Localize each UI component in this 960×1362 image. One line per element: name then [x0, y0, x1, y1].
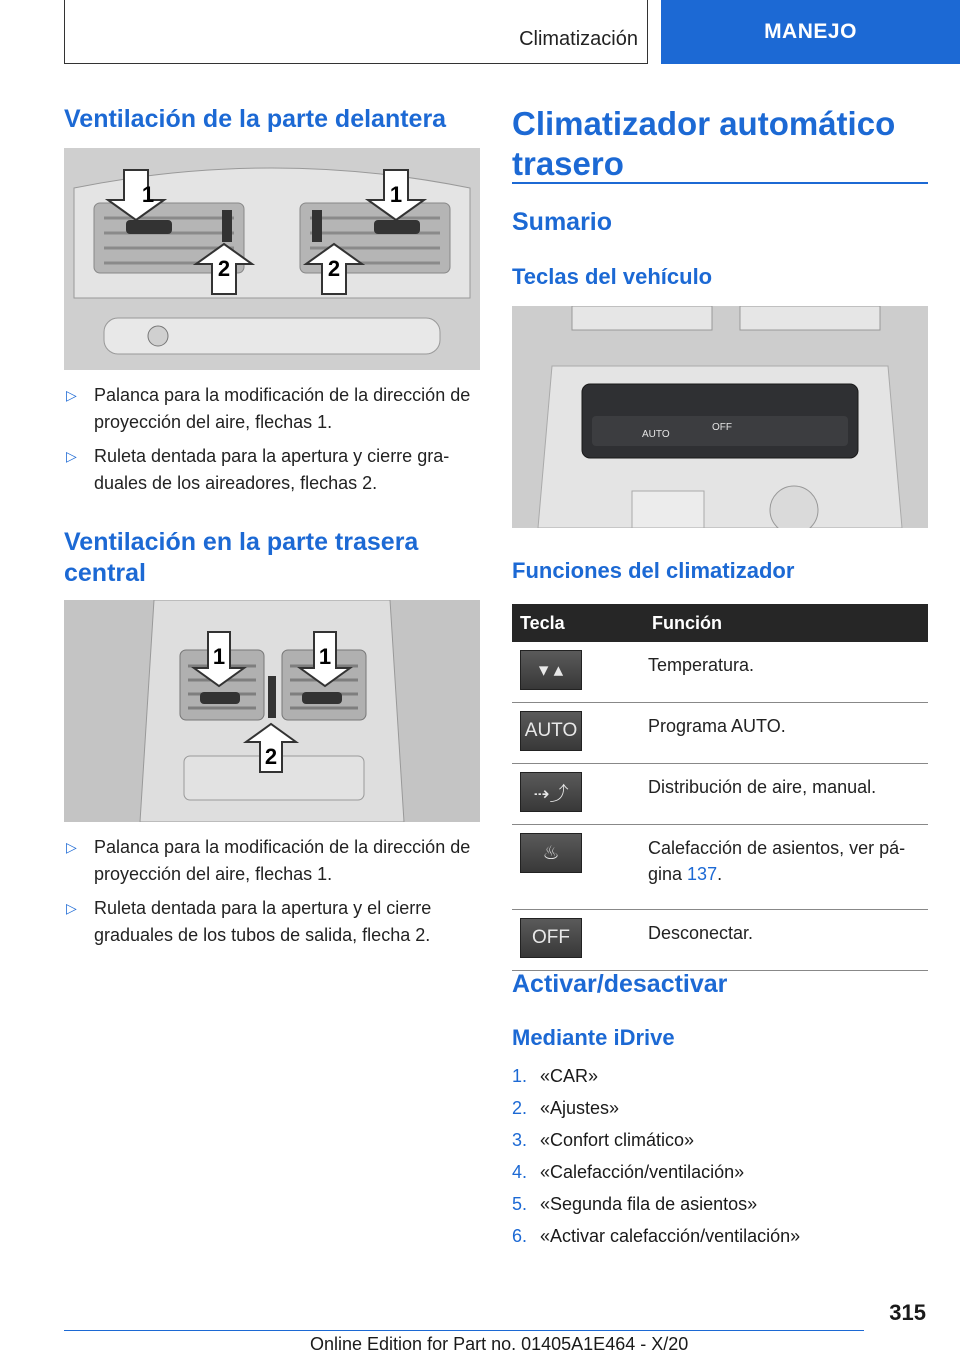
list-item: 6. «Activar calefacción/ventilación»	[512, 1226, 801, 1246]
table-row: ⇢⤴ Distribución de aire, manual.	[512, 764, 928, 825]
table-row: AUTO Programa AUTO.	[512, 703, 928, 764]
page-number: 315	[889, 1300, 926, 1325]
heading-teclas: Teclas del vehículo	[512, 264, 713, 289]
seat-heating-key-icon: ♨	[520, 833, 582, 873]
list-item: 3. «Confort climático»	[512, 1130, 695, 1150]
heading-front-ventilation: Ventilación de la parte delantera	[64, 105, 447, 133]
list-item: 5. «Segunda fila de asientos»	[512, 1194, 758, 1214]
bullet-marker: ▷	[66, 839, 77, 855]
section-title: Climatización	[519, 28, 638, 50]
auto-key-icon: AUTO	[520, 711, 582, 751]
list-item: 4. «Calefacción/ventilación»	[512, 1162, 745, 1182]
list-item: ▷ Palanca para la modificación de la dirección de proyección del aire, flechas 1.	[64, 834, 474, 888]
panel-off-label: OFF	[712, 422, 732, 433]
front-callout-2a: 2	[217, 256, 231, 281]
front-bullet-list	[64, 382, 474, 504]
heading-activar: Activar/desactivar	[512, 970, 728, 998]
page-link[interactable]: 137	[687, 864, 718, 884]
rear-panel-illustration	[512, 306, 928, 528]
list-item: ▷ Ruleta dentada para la apertura y cierre gra- duales de los aireadores, flechas 2.	[64, 443, 474, 497]
heading-sumario: Sumario	[512, 208, 613, 236]
rear-callout-2: 2	[264, 744, 278, 769]
off-key-icon: OFF	[520, 918, 582, 958]
rear-callout-1b: 1	[318, 644, 332, 669]
front-callout-1a: 1	[141, 182, 155, 207]
functions-table-wrap	[512, 604, 928, 971]
functions-table	[512, 604, 928, 971]
footer-divider	[64, 1330, 864, 1331]
front-callout-1b: 1	[389, 182, 403, 207]
front-vents-photo	[64, 148, 480, 370]
table-row: ▾ ▴ Temperatura.	[512, 642, 928, 703]
list-item: 2. «Ajustes»	[512, 1098, 620, 1118]
idrive-steps	[512, 1060, 800, 1252]
table-row: ♨ Calefacción de asientos, ver pá- gina 137.	[512, 825, 928, 910]
table-row: OFF Desconectar.	[512, 910, 928, 971]
rear-callout-1a: 1	[212, 644, 226, 669]
list-item: ▷ Palanca para la modificación de la dirección de proyección del aire, flechas 1.	[64, 382, 474, 436]
rear-bullet-list	[64, 834, 474, 956]
col-header-tecla: Tecla	[512, 604, 644, 642]
front-callout-2b: 2	[327, 256, 341, 281]
list-item: ▷ Ruleta dentada para la apertura y el cierre graduales de los tubos de salida, flecha 2.	[64, 895, 474, 949]
rear-control-panel-photo	[512, 306, 928, 528]
bullet-marker: ▷	[66, 387, 77, 403]
heading-rear-climate: Climatizador automático trasero	[512, 104, 928, 184]
heading-funciones: Funciones del climatizador	[512, 558, 795, 583]
panel-auto-label: AUTO	[642, 429, 670, 440]
air-distribution-key-icon: ⇢⤴	[520, 772, 582, 812]
temperature-key-icon: ▾ ▴	[520, 650, 582, 690]
heading-rear-ventilation: Ventilación en la parte trasera central	[64, 528, 419, 587]
bullet-marker: ▷	[66, 448, 77, 464]
front-vents-illustration	[64, 148, 480, 370]
rear-vents-photo	[64, 600, 480, 822]
rear-vents-illustration	[64, 600, 480, 822]
list-item: 1. «CAR»	[512, 1066, 599, 1086]
bullet-marker: ▷	[66, 900, 77, 916]
edition-footer: Online Edition for Part no. 01405A1E464 - X/20	[310, 1334, 689, 1354]
heading-idrive: Mediante iDrive	[512, 1025, 675, 1050]
col-header-funcion: Función	[644, 604, 928, 642]
chapter-tab[interactable]: MANEJO	[661, 0, 960, 64]
